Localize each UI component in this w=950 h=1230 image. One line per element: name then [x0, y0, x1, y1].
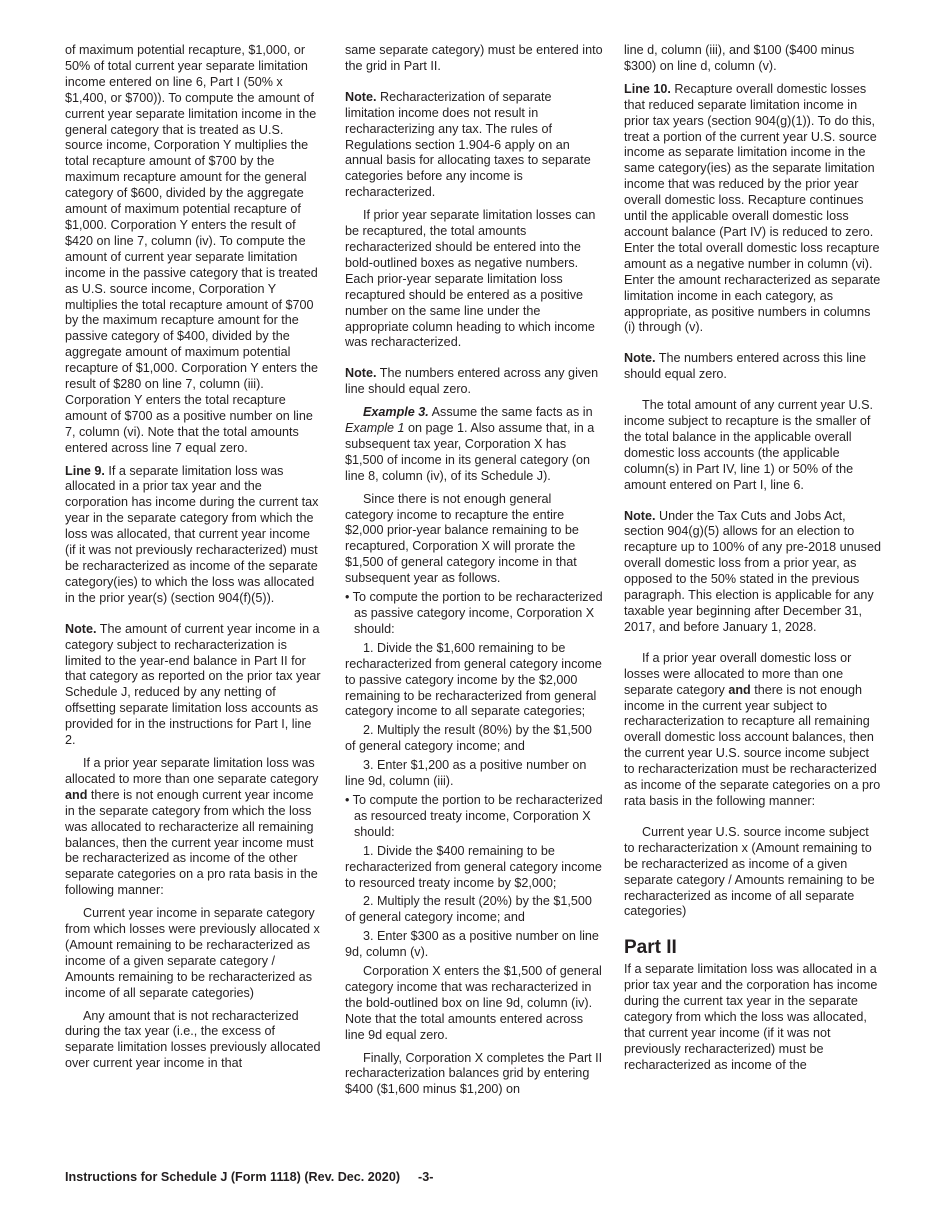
formula-us-source-pro-rata: Current year U.S. source income subject to recharacterization x (Amount remaining to be recharacterized as income of a given separate category / Amounts remaining to be recharacterized as income of all separate categories)	[624, 824, 875, 919]
paragraph-text: there is not enough income in the current year subject to recharacterization to recapture all remaining overall domestic loss account balances, then the current year U.S. source income subject to recharacterization must be recharacterized as income of the separate categories on a pro rata basis in the following manner:	[624, 682, 881, 808]
column-right	[624, 43, 882, 1081]
note-text: The numbers entered across any given line should equal zero.	[345, 366, 599, 397]
footer-title: Instructions for Schedule J (Form 1118) (Rev. Dec. 2020)	[65, 1170, 401, 1184]
example-1-reference: Example 1	[345, 421, 405, 436]
paragraph-line-9	[65, 464, 323, 607]
bold-and: and	[728, 682, 751, 697]
note-label: Note.	[624, 508, 656, 523]
paragraph-prorate: Since there is not enough general category income to recapture the entire $2,000 prior-year balance remaining to be recaptured, Corporation X will prorate the $1,500 of general category income in that subsequent year as follows.	[345, 491, 579, 586]
column-left	[65, 43, 323, 1079]
paragraph-part-ii: If a separate limitation loss was allocated in a prior tax year and the corporation has income during the current tax year in the separate category from which the loss was allocated, that current year income (if it was not previously recharacterized) must be recharacterized as income of the	[624, 962, 878, 1072]
example-3-label: Example 3.	[363, 405, 429, 420]
note-tcja-election	[624, 509, 882, 636]
note-label: Note.	[65, 621, 97, 636]
step-3-passive: 3. Enter $1,200 as a positive number on line 9d, column (iii).	[345, 758, 587, 789]
step-1-treaty: 1. Divide the $400 remaining to be recharacterized from general category income to resourced treaty income by $2,000;	[345, 843, 602, 890]
page-number: -3-	[418, 1170, 434, 1184]
paragraph-recapture-entries: If prior year separate limitation losses can be recaptured, the total amounts recharacterized should be entered into the bold-outlined boxes as negative numbers. Each prior-year separate limitation loss recaptured should be entered as a positive number on the same line under the appropriate column heading to which income was recharacterized.	[345, 208, 596, 350]
paragraph-total-recapture: The total amount of any current year U.S. income subject to recapture is the smaller of the total balance in the applicable overall domestic loss accounts (the applicable column(s) in Part IV, line 1) or 50% of the amount entered on Part I, line 6.	[624, 398, 873, 492]
example-text: Assume the same facts as in	[428, 405, 593, 420]
note-current-year-income	[65, 622, 323, 749]
note-label: Note.	[345, 366, 377, 381]
example-3	[345, 405, 603, 485]
paragraph-text: If a prior year separate limitation loss was allocated to more than one separate category	[65, 755, 319, 786]
formula-pro-rata: Current year income in separate category from which losses were previously allocated x (Amount remaining to be recharacterized as income of a given separate category / Amounts remaining to be recharacterized as income of all separate categories)	[65, 906, 320, 1000]
paragraph-not-recharacterized: Any amount that is not recharacterized during the tax year (i.e., the excess of separate limitation losses previously allocated over current year income in that	[65, 1008, 321, 1071]
paragraph-example-continued: of maximum potential recapture, $1,000, or 50% of total current year separate limitation income entered on line 6, Part I (50% x $1,400, or $700)). To compute the amount of current year separate limitation income in the general category that is treated as U.S. source income, Corporation Y multiplies the total recapture amount of $700 by the maximum recapture amount for the general category of $600, divided by the aggregate amount of maximum potential recapture of $1,000. Corporation Y enters the result of $420 on line 7, column (iv). To compute the amount of current year separate limitation income in the passive category that is treated as U.S. source income, Corporation Y multiplies the total recapture amount of $700 by the maximum recapture amount for the passive category of $400, divided by the aggregate amount of maximum potential recapture of $1,000. Corporation Y enters the result of $280 on line 7, column (iii). Corporation Y enters the total recapture amount of $700 as a positive number on line 7, column (vi). Note that the total amounts entered across line 7 equal zero.	[65, 43, 318, 455]
line-9-label: Line 9.	[65, 463, 105, 478]
step-2-passive: 2. Multiply the result (80%) by the $1,500 of general category income; and	[345, 723, 592, 754]
paragraph-grid-part-ii: same separate category) must be entered into the grid in Part II.	[345, 43, 603, 73]
paragraph-overall-domestic-loss	[624, 651, 882, 810]
part-ii-heading: Part II	[624, 937, 677, 959]
paragraph-line-d: line d, column (iii), and $100 ($400 minus $300) on line d, column (v).	[624, 43, 855, 73]
paragraph-line-10	[624, 82, 882, 337]
paragraph-finally: Finally, Corporation X completes the Part II recharacterization balances grid by entering $400 ($1,600 minus $1,200) on	[345, 1050, 603, 1097]
bullet-resourced-treaty: • To compute the portion to be recharacterized as resourced treaty income, Corporation X should:	[345, 792, 603, 839]
note-recharacterization-tax	[345, 90, 603, 201]
note-text: Recharacterization of separate limitation income does not result in recharacterizing any tax. The rules of Regulations section 1.904-6 apply on an annual basis for allocating taxes to separate categories before any income is recharacterized.	[345, 89, 591, 200]
line-10-label: Line 10.	[624, 81, 671, 96]
bold-and: and	[65, 787, 88, 802]
note-line-zero	[624, 351, 882, 383]
paragraph-text: there is not enough current year income in the separate category from which the loss was allocated to recharacterize all remaining balances, then the current year income must be recharacterized as income of the other separate categories on a pro rata basis in the following manner:	[65, 787, 318, 898]
example-text: on page 1. Also assume that, in a subsequent tax year, Corporation X has $1,500 of income in its general category (on line 8, column (iv), of its Schedule J).	[345, 421, 595, 483]
note-label: Note.	[345, 89, 377, 104]
note-text: The numbers entered across this line should equal zero.	[624, 351, 866, 382]
bullet-passive-category: • To compute the portion to be recharacterized as passive category income, Corporation X should:	[345, 590, 603, 636]
step-1-passive: 1. Divide the $1,600 remaining to be recharacterized from general category income to passive category income by the $2,000 remaining to be recharacterized from general category income to all separate categories;	[345, 640, 602, 719]
note-text: The amount of current year income in a category subject to recharacterization is limited to the year-end balance in Part II for that category as reported on the prior tax year Schedule J, reduced by any netting of offsetting separate limitation loss accounts as provided for in the instructions for Part I, line 2.	[65, 621, 321, 748]
step-2-treaty: 2. Multiply the result (20%) by the $1,500 of general category income; and	[345, 894, 592, 925]
line-9-text: If a separate limitation loss was allocated in a prior tax year and the corporation has income during the current tax year in the separate category from which the loss was allocated, that current year income (if it was not previously recharacterized) must be recharacterized as income of the separate category(ies) to which the loss was allocated in the prior year(s) (section 904(f)(5)).	[65, 463, 319, 605]
column-middle	[345, 43, 603, 1105]
note-line-zero	[345, 366, 603, 398]
note-text: Under the Tax Cuts and Jobs Act, section 904(g)(5) allows for an election to recapture up to 100% of any pre-2018 unused overall domestic loss from a prior year, as opposed to the 50% stated in the previous paragraph. This election is applicable for any taxable year beginning after December 31, 2017, and before January 1, 2028.	[624, 508, 881, 634]
note-label: Note.	[624, 351, 656, 366]
line-10-text: Recapture overall domestic losses that reduced separate limitation income in prior tax years (section 904(g)(1)). To do this, treat a portion of the current year U.S. source income as separate limitation income in the same category(ies) as the separate limitation income that was reduced by the prior year overall domestic loss. Recapture continues until the applicable overall domestic loss account balance (Part IV) is reduced to zero. Enter the total overall domestic loss recapture amount as a negative number in column (vi). Enter the amount recharacterized as separate limitation income in each category, as appropriate, as positive numbers in columns (i) through (v).	[624, 81, 881, 335]
page-footer	[65, 1170, 451, 1184]
step-3-treaty: 3. Enter $300 as a positive number on line 9d, column (v).	[345, 929, 599, 960]
paragraph-bold-outlined-box: Corporation X enters the $1,500 of general category income that was recharacterized in the bold-outlined box on line 9d, column (iv). Note that the total amounts entered across line 9d equal zero.	[345, 964, 602, 1042]
paragraph-text: If a prior year overall domestic loss or losses were allocated to more than one separate category	[624, 650, 852, 697]
paragraph-multiple-categories	[65, 756, 323, 899]
